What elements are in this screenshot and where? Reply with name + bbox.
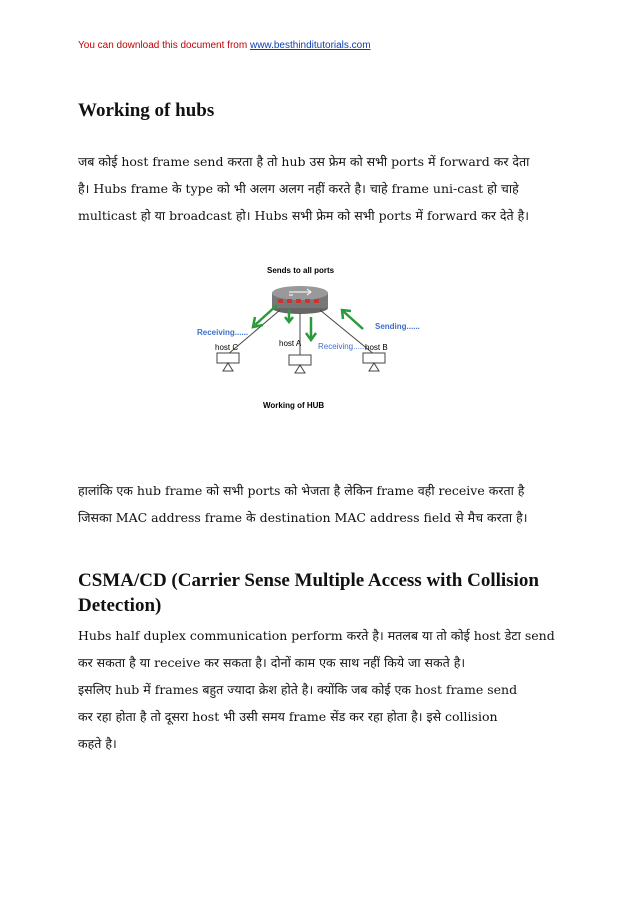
section-heading-csma-cd [78,568,539,618]
host-a-label: host A [279,339,302,348]
banner-link[interactable]: www.besthinditutorials.com [249,40,371,51]
sending-label: Sending...... [375,322,420,331]
download-banner [78,40,371,51]
paragraph-mac-match [78,477,568,531]
host-b-computer-icon [363,353,385,371]
diagram-top-label: Sends to all ports [267,266,335,275]
text-line: multicast हो या broadcast हो। Hubs सभी फ्रेम को सभी ports में forward कर देते है। [78,208,530,223]
heading-line: CSMA/CD (Carrier Sense Multiple Access with Collision [78,570,539,591]
text-line: इसलिए hub में frames बहुत ज्यादा क्रेश होते है। क्योंकि जब कोई एक host frame send [78,682,518,697]
paragraph-csma-cd [78,622,568,757]
host-a-computer-icon [289,355,311,373]
text-line: कर रहा होता है तो दूसरा host भी उसी समय frame सेंड कर रहा होता है। इसे collision [78,709,498,724]
text-line: कर सकता है या receive कर सकता है। दोनों काम एक साथ नहीं किये जा सकते है। [78,655,466,670]
arrow-receiving-mid-icon [306,317,316,340]
hub-icon [272,286,328,314]
text-line: कहते है। [78,736,117,751]
hub-diagram [185,255,455,420]
receiving-label-left: Receiving...... [197,328,249,337]
text-line: हालांकि एक hub frame को सभी ports को भेजता है लेकिन frame वही receive करता है [78,483,525,498]
heading-line: Detection) [78,595,162,616]
text-line: है। Hubs frame के type को भी अलग अलग नहीं करते है। चाहे frame uni-cast हो चाहे [78,181,519,196]
diagram-caption: Working of HUB [263,401,325,410]
text-line: जब कोई host frame send करता है तो hub उस फ्रेम को सभी ports में forward कर देता [78,154,530,169]
host-c-label: host C [215,343,239,352]
receiving-label-mid: Receiving...... [318,342,367,351]
paragraph-hub-forwarding [78,148,568,229]
banner-text: You can download this document from [78,40,250,51]
host-c-computer-icon [217,353,239,371]
host-b-label: host B [365,343,388,352]
section-heading-working-of-hubs: Working of hubs [78,100,215,121]
text-line: Hubs half duplex communication perform करते है। मतलब या तो कोई host डेटा send [78,628,555,643]
arrow-sending-icon [342,310,363,329]
text-line: जिसका MAC address frame के destination MAC address field से मैच करता है। [78,510,528,525]
